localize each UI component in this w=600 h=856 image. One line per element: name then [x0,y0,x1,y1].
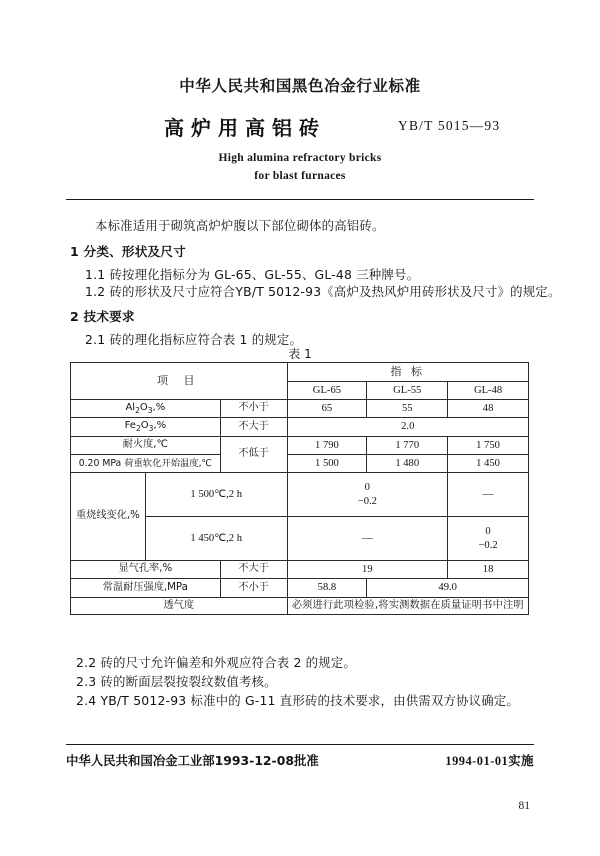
header-grade-gl48: GL-48 [448,381,529,399]
cell-reheat-1500-gl48: — [448,473,529,517]
table-row [71,561,529,579]
cell-reheat-1450-bot: −0.2 [478,539,498,551]
cell-al2o3-gl55: 55 [367,399,448,417]
clause-1-1: 1.1 砖按理化指标分为 GL-65、GL-55、GL-48 三种牌号。 [85,267,420,282]
footer-effective-date: 1994-01-01实施 [445,754,534,768]
cell-reheat-1500-bot: −0.2 [357,495,377,507]
section-1-heading: 1 分类、形状及尺寸 [70,244,186,259]
spec-table [70,362,529,615]
header-index-cell: 指 标 [287,363,528,382]
english-title-line-1: High alumina refractory bricks [218,152,382,164]
row-condition-reheat-1450: 1 450℃,2 h [145,517,287,561]
cell-load-softening-gl65: 1 500 [287,454,367,472]
cell-permeability-note: 必须进行此项检验,将实测数据在质量证明书中注明 [287,597,528,615]
row-condition-strength: 不小于 [220,579,287,597]
table-row [71,473,529,517]
section-2-heading: 2 技术要求 [70,309,135,324]
english-title-line-2: for blast furnaces [254,170,346,182]
scope-paragraph: 本标准适用于砌筑高炉炉腹以下部位砌体的高铝砖。 [95,218,385,233]
cell-refractoriness-gl55: 1 770 [367,436,448,454]
cell-refractoriness-gl65: 1 790 [287,436,367,454]
clause-2-3: 2.3 砖的断面层裂按裂纹数值考核。 [76,674,277,689]
cell-al2o3-gl65: 65 [287,399,367,417]
row-label-cold-crushing-strength: 常温耐压强度,MPa [71,579,221,597]
table-row [71,597,529,615]
row-label-permeability: 透气度 [71,597,288,615]
page-title: 高炉用高铝砖 [164,116,326,140]
cell-porosity-gl48: 18 [448,561,529,579]
row-label-apparent-porosity: 显气孔率,% [71,561,221,579]
footer-divider-rule [66,744,534,745]
cell-strength-gl65: 58.8 [287,579,367,597]
header-grade-gl55: GL-55 [367,381,448,399]
cell-strength-gl55-gl48: 49.0 [367,579,529,597]
cell-fe2o3-all: 2.0 [287,418,528,436]
cell-refractoriness-gl48: 1 750 [448,436,529,454]
cell-reheat-1500-top: 0 [364,482,370,494]
cell-porosity-gl65-gl55: 19 [287,561,448,579]
cell-reheat-1450-gl65-gl55: — [287,517,448,561]
row-condition-al2o3: 不小于 [220,399,287,417]
row-label-al2o3: $Al_2O_3,\%$ [71,399,221,417]
standard-authority-heading: 中华人民共和国黑色冶金行业标准 [179,77,421,95]
table-row [71,454,529,472]
clause-2-1: 2.1 砖的理化指标应符合表 1 的规定。 [85,332,303,347]
row-condition-not-below: 不低于 [220,436,287,472]
cell-reheat-1450-gl48 [448,517,529,561]
table-row [71,399,529,417]
page-number: 81 [518,800,530,812]
cell-al2o3-gl48: 48 [448,399,529,417]
clause-2-2: 2.2 砖的尺寸允许偏差和外观应符合表 2 的规定。 [76,655,357,670]
cell-load-softening-gl48: 1 450 [448,454,529,472]
row-label-refractoriness: 耐火度,℃ [71,436,221,454]
table-row [71,418,529,436]
table-row [71,436,529,454]
clause-2-4: 2.4 YB/T 5012-93 标准中的 G-11 直形砖的技术要求，由供需双方协议确定。 [76,693,520,708]
title-row [0,112,600,142]
clause-1-2: 1.2 砖的形状及尺寸应符合YB/T 5012-93《高炉及热风炉用砖形状及尺寸》的规定。 [85,284,561,299]
row-condition-fe2o3: 不大于 [220,418,287,436]
header-item-cell: 项 目 [71,363,288,400]
row-condition-reheat-1500: 1 500℃,2 h [145,473,287,517]
header-divider-rule [66,199,534,200]
table-row [71,579,529,597]
spec-table-wrapper [70,362,529,615]
row-condition-porosity: 不大于 [220,561,287,579]
table-caption: 表 1 [288,347,312,361]
footer-approval-text: 中华人民共和国冶金工业部1993-12-08批准 [66,753,319,768]
cell-reheat-1500-gl65-gl55 [287,473,448,517]
cell-reheat-1450-top: 0 [485,526,491,538]
cell-load-softening-gl55: 1 480 [367,454,448,472]
row-label-load-softening: 0.20 MPa 荷重软化开始温度,℃ [71,454,221,472]
header-grade-gl65: GL-65 [287,381,367,399]
row-label-reheat-change: 重烧线变化,% [71,473,146,561]
table-header-row-1 [71,363,529,382]
standard-number: YB/T 5015—93 [398,118,501,133]
row-label-fe2o3: $Fe_2O_3,\%$ [71,418,221,436]
